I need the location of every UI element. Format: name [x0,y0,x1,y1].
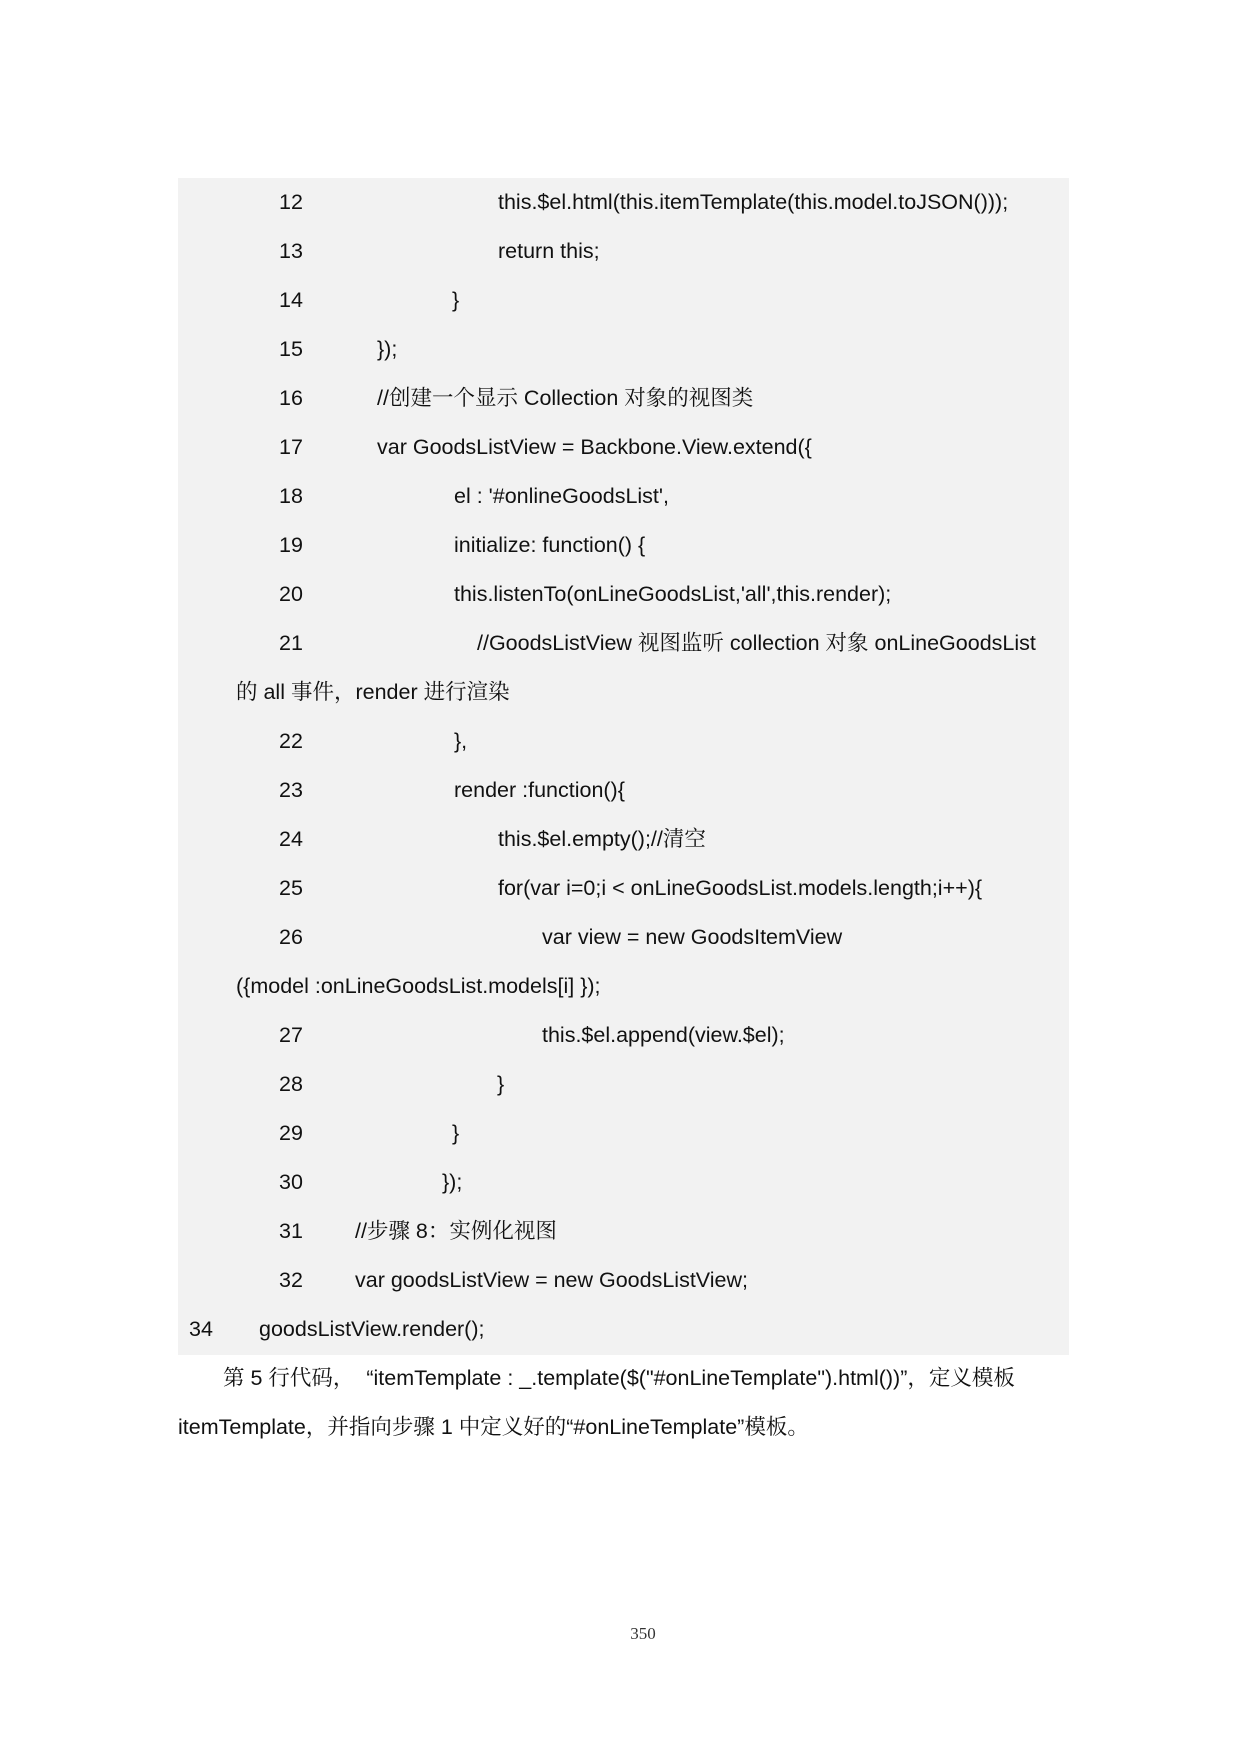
line-number: 34 [189,1317,213,1341]
line-number: 18 [279,484,303,508]
line-number: 27 [279,1023,303,1047]
line-number: 22 [279,729,303,753]
code-line: }); [442,1170,463,1194]
line-number: 17 [279,435,303,459]
line-number: 25 [279,876,303,900]
code-line: var view = new GoodsItemView [542,925,843,949]
code-comment: //创建一个显示 Collection 对象的视图类 [377,386,754,410]
line-number: 28 [279,1072,303,1096]
code-line: var goodsListView = new GoodsListView; [355,1268,748,1292]
line-number: 31 [279,1219,303,1243]
line-number: 26 [279,925,303,949]
line-number: 14 [279,288,303,312]
line-number: 29 [279,1121,303,1145]
code-line: } [497,1072,505,1096]
code-line: } [452,288,460,312]
line-number: 15 [279,337,303,361]
code-line: }, [454,729,468,753]
code-comment: //步骤 8：实例化视图 [355,1219,557,1243]
code-block-background [178,178,1069,1355]
code-line: for(var i=0;i < onLineGoodsList.models.length;i++){ [498,876,983,900]
code-line: }); [377,337,398,361]
line-number: 16 [279,386,303,410]
code-line: el : '#onlineGoodsList', [454,484,669,508]
code-line: this.$el.append(view.$el); [542,1023,785,1047]
line-number: 32 [279,1268,303,1292]
line-number: 24 [279,827,303,851]
body-paragraph-line-1: 第 5 行代码， “itemTemplate : _.template($("#onLineTemplate").html())”，定义模板 [223,1366,1015,1390]
code-comment: //GoodsListView 视图监听 collection 对象 onLineGoodsList [477,631,1036,655]
line-number: 12 [279,190,303,214]
code-line: return this; [498,239,600,263]
line-number: 20 [279,582,303,606]
code-line: var GoodsListView = Backbone.View.extend({ [377,435,812,459]
code-comment-continuation: 的 all 事件，render 进行渲染 [236,680,510,704]
code-line: goodsListView.render(); [259,1317,485,1341]
code-line: render :function(){ [454,778,625,802]
code-line: this.$el.html(this.itemTemplate(this.model.toJSON())); [498,190,1009,214]
page-number: 350 [630,1624,656,1643]
code-line: } [452,1121,460,1145]
code-line-continuation: ({model :onLineGoodsList.models[i] }); [236,974,601,998]
line-number: 19 [279,533,303,557]
code-line: this.listenTo(onLineGoodsList,'all',this.render); [454,582,892,606]
line-number: 23 [279,778,303,802]
code-line: this.$el.empty();//清空 [498,827,706,851]
code-line: initialize: function() { [454,533,646,557]
line-number: 13 [279,239,303,263]
line-number: 21 [279,631,303,655]
line-number: 30 [279,1170,303,1194]
body-paragraph-line-2: itemTemplate，并指向步骤 1 中定义好的“#onLineTemplate”模板。 [178,1415,809,1439]
